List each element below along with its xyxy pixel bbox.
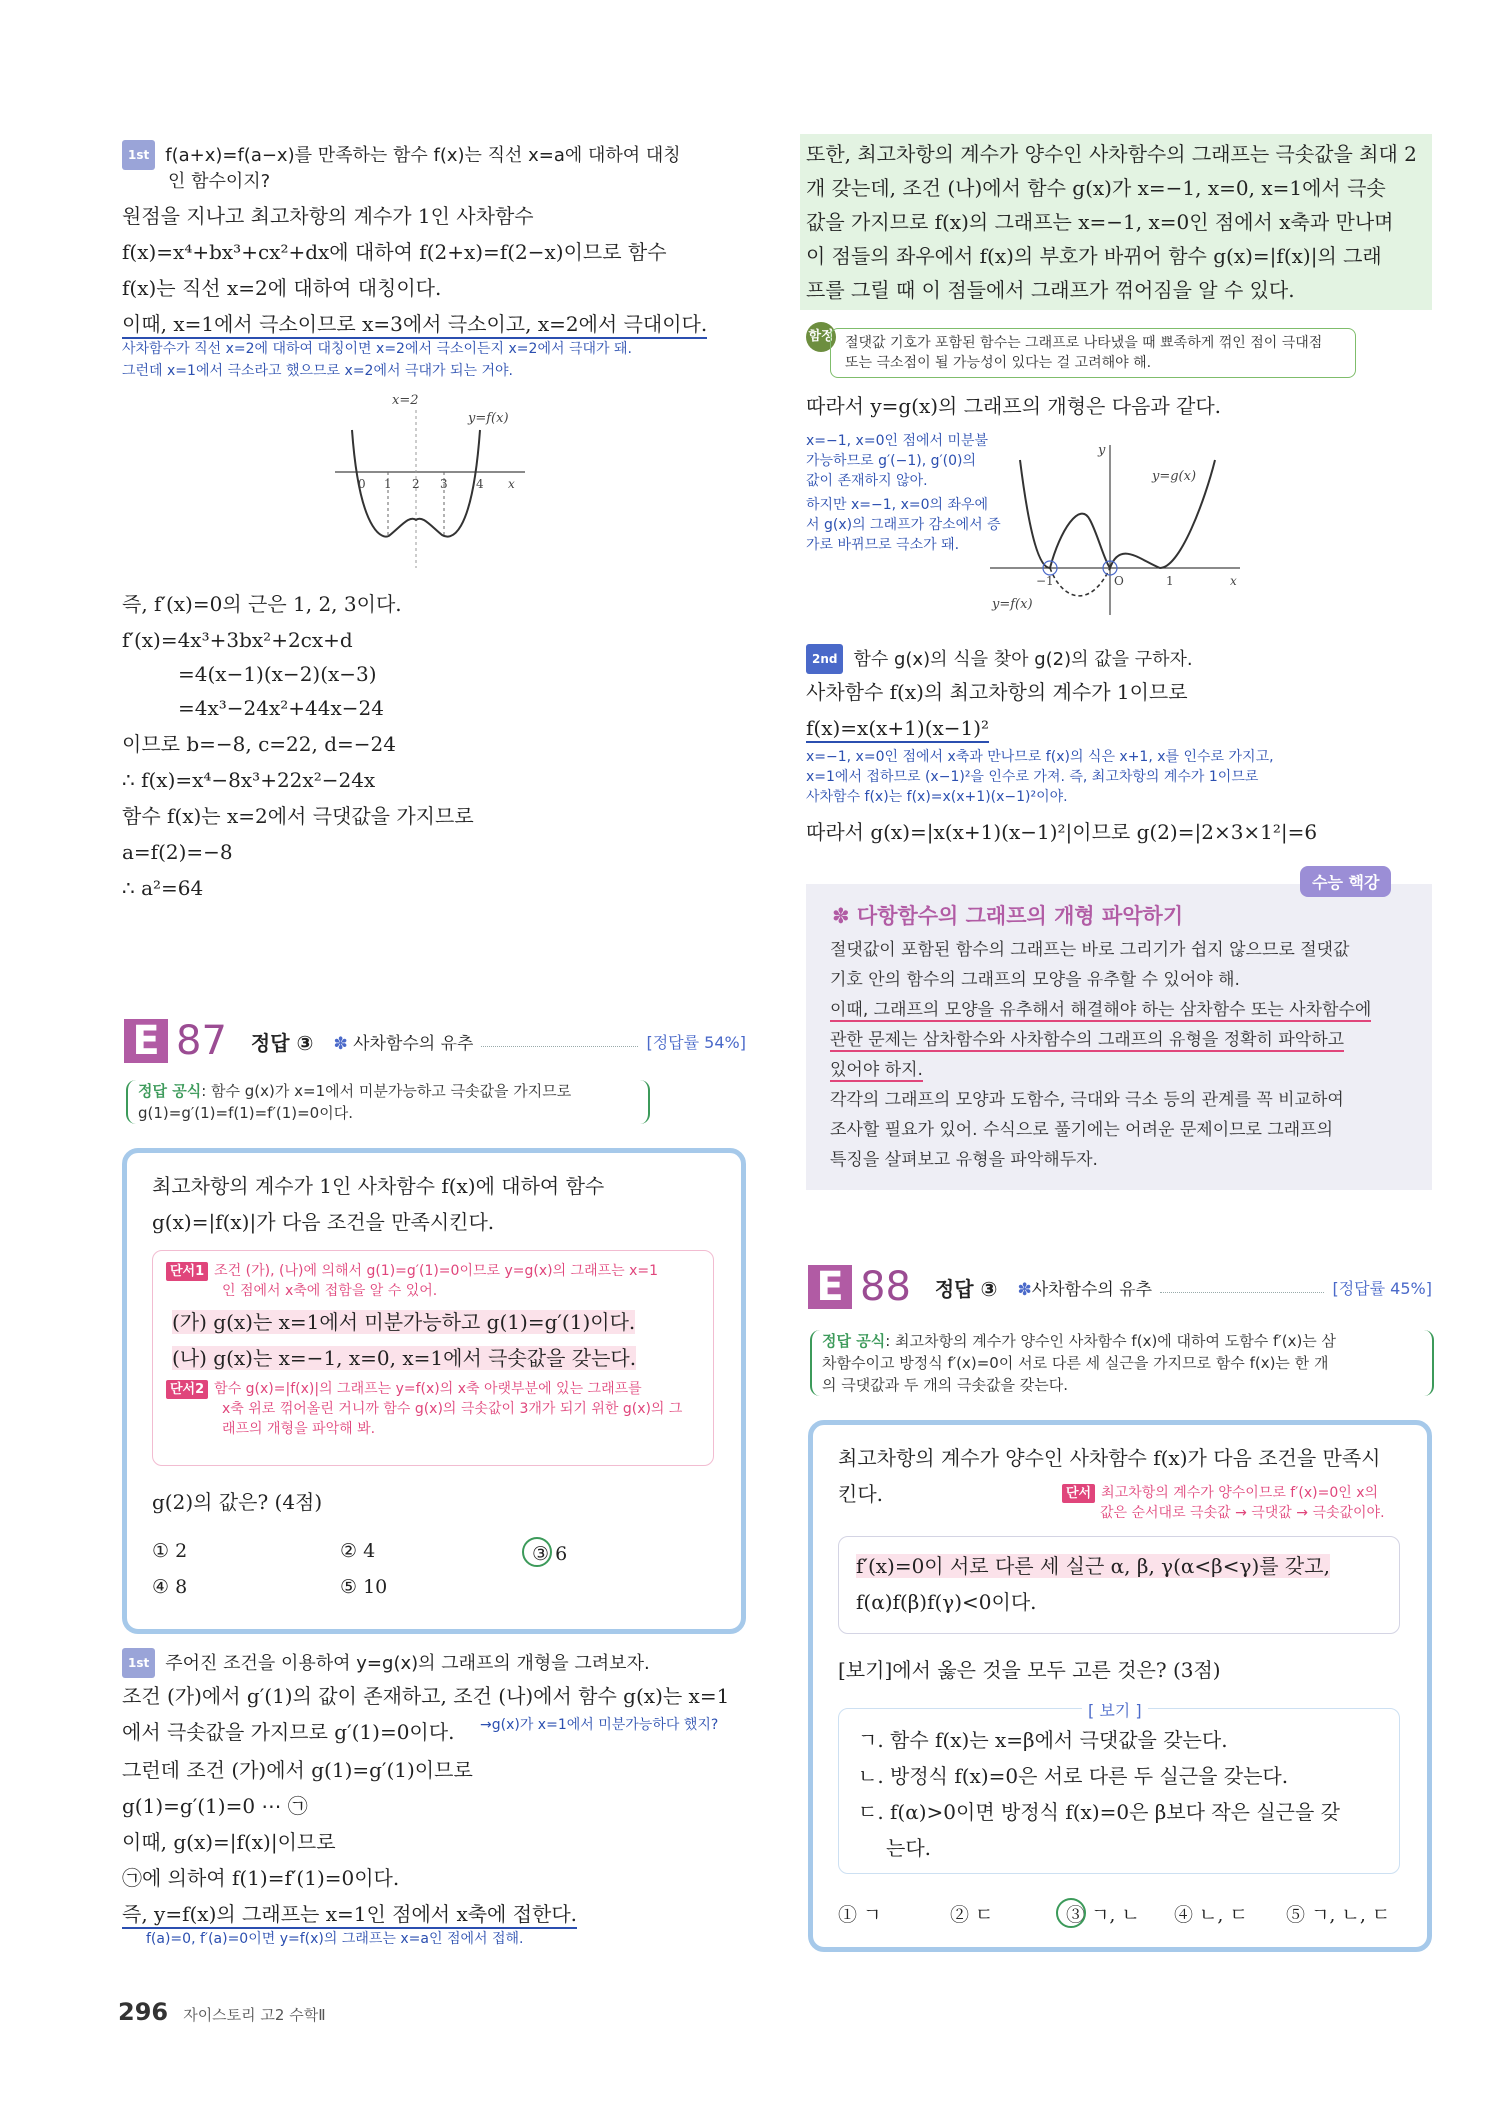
annotation-note: 사차함수 f(x)는 f(x)=x(x+1)(x−1)²이야.	[806, 789, 1068, 805]
accuracy-rate: [정답률 45%]	[1332, 1278, 1432, 1298]
choice-4[interactable]: ④ ㄴ, ㄷ	[1174, 1904, 1248, 1926]
core-title: ✽ 다항함수의 그래프의 개형 파악하기	[832, 904, 1184, 928]
text-line: 프를 그릴 때 이 점들에서 그래프가 꺾어짐을 알 수 있다.	[806, 278, 1295, 302]
tick-label: O	[1114, 574, 1124, 588]
annotation-note: f(a)=0, f′(a)=0이면 y=f(x)의 그래프는 x=a인 점에서 접해.	[146, 1931, 524, 1947]
text-line: 함수 f(x)는 x=2에서 극댓값을 가지므로	[122, 804, 474, 828]
choice-5[interactable]: ⑤ ㄱ, ㄴ, ㄷ	[1286, 1904, 1391, 1926]
problem-88-header	[808, 1264, 1432, 1310]
step1-question	[122, 140, 681, 170]
graph-function-label: y=f(x)	[468, 411, 509, 426]
hint-1-cont: 인 점에서 x축에 접함을 알 수 있어.	[222, 1283, 438, 1299]
core-paragraph	[830, 1026, 1344, 1055]
bogi-title: [ 보기 ]	[1082, 1698, 1148, 1721]
hint-tag: 단서	[1062, 1484, 1095, 1503]
formula-text: 의 극댓값과 두 개의 극솟값을 갖는다.	[822, 1376, 1068, 1394]
choice-3-correct[interactable]	[528, 1540, 567, 1570]
solution-line: g(1)=g′(1)=0 ⋯ ㉠	[122, 1794, 308, 1818]
graph-note: 값이 존재하지 않아.	[806, 473, 928, 489]
tick-label: 2	[412, 477, 420, 491]
trap-note	[830, 328, 1356, 378]
graph-note: x=−1, x=0인 점에서 미분불	[806, 433, 989, 449]
trap-tag: 함정	[806, 322, 836, 352]
solution-line: 에서 극솟값을 가지므로 g′(1)=0이다.	[122, 1720, 455, 1744]
formula-text: g(1)=g′(1)=f(1)=f′(1)=0이다.	[138, 1104, 353, 1122]
question-ask: g(2)의 값은? (4점)	[152, 1490, 323, 1514]
tick-label: x	[508, 477, 515, 491]
core-underlined: 관한 문제는 삼차함수와 사차함수의 그래프의 유형을 정확히 파악하고	[830, 1030, 1345, 1050]
answer-circle	[1056, 1898, 1086, 1928]
hint-tag: 단서2	[166, 1380, 208, 1399]
problem-letter: E	[124, 1019, 168, 1063]
condition-box	[838, 1536, 1400, 1634]
graph-top-label: x=2	[392, 393, 419, 408]
text-line: a=f(2)=−8	[122, 840, 233, 864]
axis-label: y	[1098, 443, 1106, 458]
condition-line: f(α)f(β)f(γ)<0이다.	[856, 1590, 1037, 1614]
tick-label: 1	[1166, 574, 1174, 588]
question-ask: [보기]에서 옳은 것을 모두 고른 것은? (3점)	[838, 1658, 1221, 1682]
annotation-note: 그런데 x=1에서 극소라고 했으므로 x=2에서 극대가 되는 거야.	[122, 363, 513, 379]
bogi-item-cont: 는다.	[886, 1836, 931, 1860]
text-line: f′(x)=4x³+3bx²+2cx+d	[122, 628, 353, 652]
choice-2[interactable]: ② 4	[340, 1540, 376, 1562]
hint-1	[166, 1262, 658, 1281]
bogi-item: ㄴ. 방정식 f(x)=0은 서로 다른 두 실근을 갖는다.	[858, 1764, 1289, 1788]
graph-note: 가능하므로 g′(−1), g′(0)의	[806, 453, 977, 469]
annotation-note: x=1에서 접하므로 (x−1)²을 인수로 가져. 즉, 최고차항의 계수가 1이므로	[806, 769, 1259, 785]
tick-label: x	[1230, 574, 1237, 588]
step1-question-text: f(a+x)=f(a−x)를 만족하는 함수 f(x)는 직선 x=a에 대하여 대칭	[165, 145, 681, 166]
underlined-text: f(x)=x(x+1)(x−1)²	[806, 716, 989, 743]
tick-label: 1	[384, 477, 392, 491]
accuracy-rate: [정답률 54%]	[646, 1032, 746, 1052]
solution-line-underlined	[122, 1900, 577, 1928]
question-text: 킨다.	[838, 1482, 883, 1506]
core-underlined: 이때, 그래프의 모양을 유추해서 해결해야 하는 삼차함수 또는 사차함수에	[830, 1000, 1372, 1020]
problem-number: 87	[176, 1018, 227, 1064]
core-badge: 수능 핵강	[1300, 866, 1391, 897]
graph-function-label: y=f(x)	[992, 597, 1033, 612]
tick-label: 0	[358, 477, 366, 491]
topic-text: 사차함수의 유추	[1031, 1279, 1153, 1300]
text-line: 이 점들의 좌우에서 f(x)의 부호가 바뀌어 함수 g(x)=|f(x)|의 그래	[806, 244, 1382, 268]
graph-note: 서 g(x)의 그래프가 감소에서 증	[806, 517, 1001, 533]
text-line: 따라서 g(x)=|x(x+1)(x−1)²|이므로 g(2)=|2×3×1²|=6	[806, 820, 1318, 844]
tick-label: −1	[1036, 574, 1054, 588]
choice-4[interactable]: ④ 8	[152, 1576, 188, 1598]
text-line: =4(x−1)(x−2)(x−3)	[178, 662, 377, 686]
core-underlined: 있어야 하지.	[830, 1060, 923, 1080]
formula-label: 정답 공식	[822, 1332, 886, 1350]
condition-text: f′(x)=0이 서로 다른 세 실근 α, β, γ(α<β<γ)를 갖고,	[856, 1554, 1330, 1578]
core-paragraph: 조사할 필요가 있어. 수식으로 풀기에는 어려운 문제이므로 그래프의	[830, 1120, 1334, 1140]
core-paragraph	[830, 996, 1371, 1025]
step-badge: 1st	[122, 140, 155, 170]
formula-text: : 최고차항의 계수가 양수인 사차함수 f(x)에 대하여 도함수 f′(x)는 삼	[885, 1332, 1337, 1350]
core-paragraph: 특징을 살펴보고 유형을 파악해두자.	[830, 1150, 1098, 1170]
choice-text: ③ ㄱ, ㄴ	[1066, 1904, 1140, 1926]
f-dashed-curve	[1050, 568, 1110, 596]
choice-5[interactable]: ⑤ 10	[340, 1576, 388, 1598]
problem-87-header	[124, 1018, 746, 1064]
solution-line: 조건 (가)에서 g′(1)의 값이 존재하고, 조건 (나)에서 함수 g(x)는 x=1	[122, 1684, 730, 1708]
text-line: 즉, f′(x)=0의 근은 1, 2, 3이다.	[122, 592, 402, 616]
hint-text: 조건 (가), (나)에 의해서 g(1)=g′(1)=0이므로 y=g(x)의 그래프는 x=1	[214, 1263, 659, 1279]
graph-note: 하지만 x=−1, x=0의 좌우에	[806, 497, 989, 513]
hint-cont: 값은 순서대로 극솟값 → 극댓값 → 극솟값이야.	[1100, 1505, 1385, 1521]
formula-label: 정답 공식	[138, 1082, 202, 1100]
solution-step-text: 함수 g(x)의 식을 찾아 g(2)의 값을 구하자.	[853, 649, 1193, 670]
topic-label	[1017, 1275, 1152, 1300]
text-line: =4x³−24x²+44x−24	[178, 696, 384, 720]
text-line-underlined	[122, 310, 707, 338]
note-text: g(x)가 x=1에서 미분가능하다 했지?	[491, 1717, 719, 1733]
tick-label: 4	[476, 477, 484, 491]
hint-2-cont: 래프의 개형을 파악해 봐.	[222, 1421, 376, 1437]
choice-3-correct[interactable]	[1062, 1900, 1140, 1931]
text-line: f(x)=x⁴+bx³+cx²+dx에 대하여 f(2+x)=f(2−x)이므로 함수	[122, 240, 667, 264]
graph-note: 가로 바뀌므로 극소가 돼.	[806, 537, 960, 553]
solution-step-text: 주어진 조건을 이용하여 y=g(x)의 그래프의 개형을 그려보자.	[165, 1653, 650, 1674]
text-line: 따라서 y=g(x)의 그래프의 개형은 다음과 같다.	[806, 394, 1222, 418]
dotted-leader	[481, 1036, 638, 1047]
page-footer	[118, 1998, 326, 2026]
choice-2[interactable]: ② ㄷ	[950, 1904, 994, 1926]
step-badge: 2nd	[806, 644, 843, 674]
topic-label	[333, 1029, 473, 1054]
graph-function-label: y=g(x)	[1152, 469, 1197, 484]
annotation-note: →g(x)가 x=1에서 미분가능하다 했지?	[480, 1717, 719, 1733]
solution-line: 그런데 조건 (가)에서 g(1)=g′(1)이므로	[122, 1758, 473, 1782]
page-number: 296	[118, 1998, 169, 2026]
question-text: g(x)=|f(x)|가 다음 조건을 만족시킨다.	[152, 1210, 495, 1234]
step1-question-cont: 인 함수이지?	[168, 171, 271, 192]
choice-text: ③ 6	[532, 1543, 568, 1565]
question-text: 최고차항의 계수가 1인 사차함수 f(x)에 대하여 함수	[152, 1174, 605, 1198]
answer-label: 정답 ③	[250, 1030, 314, 1055]
underlined-text: 이때, x=1에서 극소이므로 x=3에서 극소이고, x=2에서 극대이다.	[122, 312, 707, 339]
answer-circle	[522, 1537, 552, 1567]
trap-text: 또는 극소점이 될 가능성이 있다는 걸 고려해야 해.	[845, 355, 1152, 371]
hint-text: 최고차항의 계수가 양수이므로 f′(x)=0인 x의	[1101, 1485, 1379, 1501]
text-line: 사차함수 f(x)의 최고차항의 계수가 1이므로	[806, 680, 1188, 704]
book-title: 자이스토리 고2 수학Ⅱ	[183, 2006, 326, 2024]
condition-text: (가) g(x)는 x=1에서 미분가능하고 g(1)=g′(1)이다.	[172, 1310, 636, 1334]
trap-text: 절댓값 기호가 포함된 함수는 그래프로 나타냈을 때 뾰족하게 꺾인 점이 극대점	[845, 335, 1323, 351]
step-badge: 1st	[122, 1648, 155, 1678]
hint-2	[166, 1380, 642, 1399]
solution-line: 이때, g(x)=|f(x)|이므로	[122, 1830, 336, 1854]
formula-text: 차함수이고 방정식 f′(x)=0이 서로 다른 세 실근을 가지므로 함수 f(x)는 한 개	[822, 1354, 1329, 1372]
core-paragraph: 기호 안의 함수의 그래프의 모양을 유추할 수 있어야 해.	[830, 970, 1240, 990]
annotation-note: 사차함수가 직선 x=2에 대하여 대칭이면 x=2에서 극소이든지 x=2에서 극대가 돼.	[122, 341, 632, 357]
answer-formula	[810, 1330, 1434, 1396]
condition-a	[172, 1308, 635, 1336]
text-line: 개 갖는데, 조건 (나)에서 함수 g(x)가 x=−1, x=0, x=1에서 극솟	[806, 176, 1386, 200]
dotted-leader	[1160, 1282, 1324, 1293]
g-graph	[990, 440, 1250, 620]
solution-line: ㉠에 의하여 f(1)=f′(1)=0이다.	[122, 1866, 400, 1890]
solution-step2	[806, 644, 1193, 674]
core-paragraph: 절댓값이 포함된 함수의 그래프는 바로 그리기가 쉽지 않으므로 절댓값	[830, 940, 1350, 960]
core-paragraph	[830, 1056, 923, 1085]
tick-label: 3	[440, 477, 448, 491]
text-line: 또한, 최고차항의 계수가 양수인 사차함수의 그래프는 극솟값을 최대 2	[806, 142, 1417, 166]
choice-1[interactable]: ① ㄱ	[838, 1904, 882, 1926]
question-text: 최고차항의 계수가 양수인 사차함수 f(x)가 다음 조건을 만족시	[838, 1446, 1381, 1470]
condition-line	[856, 1552, 1330, 1580]
text-line: 원점을 지나고 최고차항의 계수가 1인 사차함수	[122, 204, 534, 228]
annotation-note: x=−1, x=0인 점에서 x축과 만나므로 f(x)의 식은 x+1, x를 인수로 가지고,	[806, 749, 1274, 765]
text-line: ∴ a²=64	[122, 876, 204, 900]
problem-number: 88	[860, 1264, 911, 1310]
answer-label: 정답 ③	[934, 1276, 998, 1301]
text-line: ∴ f(x)=x⁴−8x³+22x²−24x	[122, 768, 376, 792]
text-line: f(x)는 직선 x=2에 대하여 대칭이다.	[122, 276, 442, 300]
hint-text: 함수 g(x)=|f(x)|의 그래프는 y=f(x)의 x축 아랫부분에 있는 그래프를	[214, 1381, 642, 1397]
hint-2-cont: x축 위로 꺾어올린 거니까 함수 g(x)의 극솟값이 3개가 되기 위한 g(x)의 그	[222, 1401, 683, 1417]
text-line: 값을 가지므로 f(x)의 그래프는 x=−1, x=0인 점에서 x축과 만나며	[806, 210, 1394, 234]
text-line: 이므로 b=−8, c=22, d=−24	[122, 732, 396, 756]
answer-formula	[126, 1080, 650, 1124]
topic-mark: ✽	[1017, 1279, 1032, 1300]
topic-text: 사차함수의 유추	[353, 1033, 474, 1054]
bogi-item: ㄷ. f(α)>0이면 방정식 f(x)=0은 β보다 작은 실근을 갖	[858, 1800, 1340, 1824]
underlined-text: 즉, y=f(x)의 그래프는 x=1인 점에서 x축에 접한다.	[122, 1902, 577, 1929]
formula-text: : 함수 g(x)가 x=1에서 미분가능하고 극솟값을 가지므로	[201, 1082, 572, 1100]
condition-b	[172, 1344, 636, 1372]
solution-step1	[122, 1648, 650, 1678]
hint-tag: 단서1	[166, 1262, 208, 1281]
quartic-graph	[330, 390, 530, 580]
problem-letter: E	[808, 1265, 852, 1309]
condition-text: (나) g(x)는 x=−1, x=0, x=1에서 극솟값을 갖는다.	[172, 1346, 637, 1370]
text-line-underlined	[806, 714, 989, 742]
topic-mark: ✽	[333, 1033, 348, 1054]
bogi-item: ㄱ. 함수 f(x)는 x=β에서 극댓값을 갖는다.	[858, 1728, 1228, 1752]
choice-1[interactable]: ① 2	[152, 1540, 188, 1562]
hint	[1062, 1484, 1378, 1503]
core-paragraph: 각각의 그래프의 모양과 도함수, 극대와 극소 등의 관계를 꼭 비교하여	[830, 1090, 1344, 1110]
